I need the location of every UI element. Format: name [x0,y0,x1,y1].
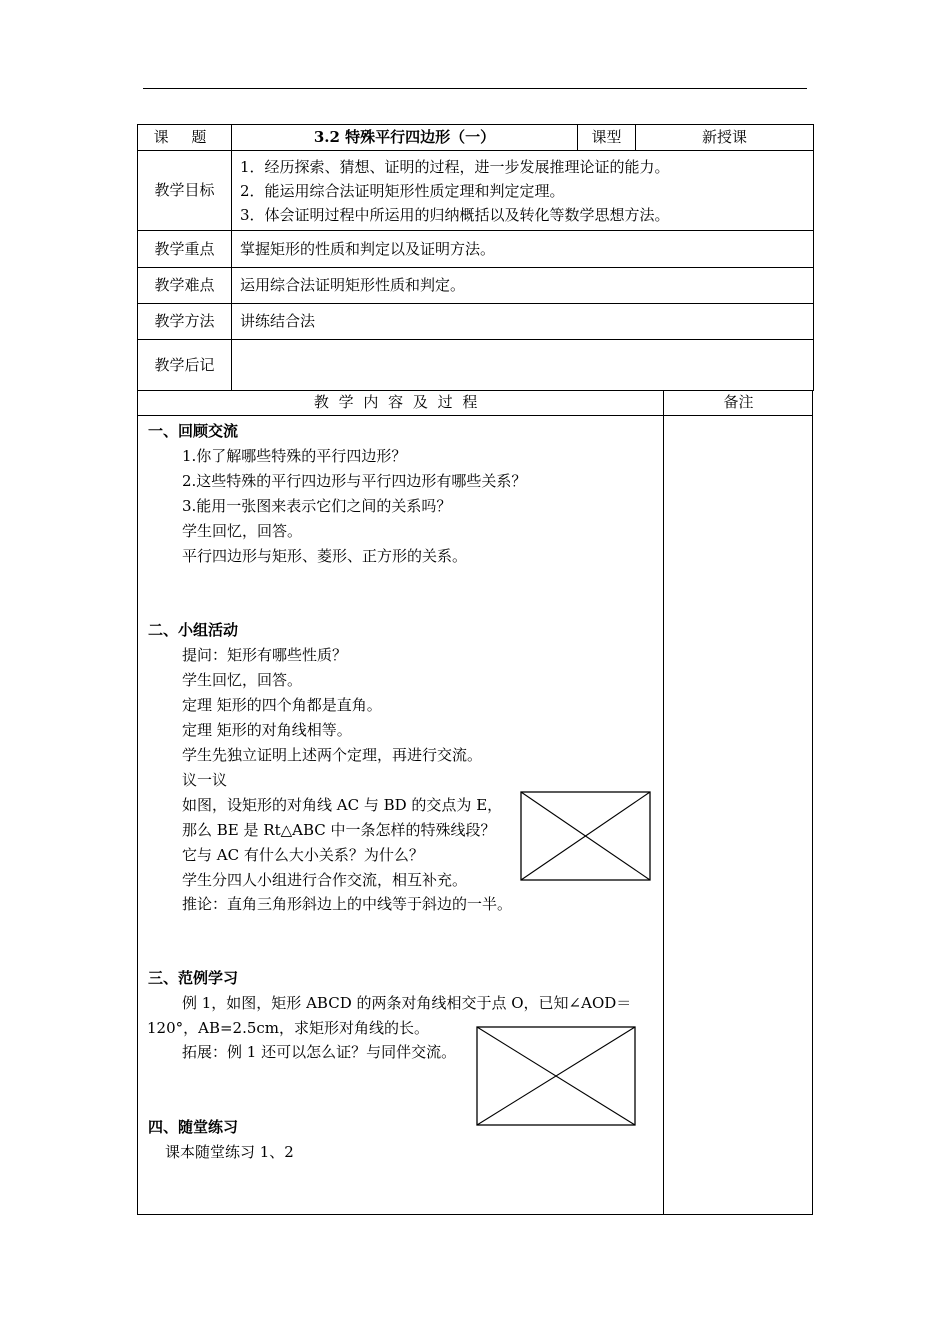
section-2-line: 提问：矩形有哪些性质？ [182,646,348,664]
section-2-line: 推论：直角三角形斜边上的中线等于斜边的一半。 [182,895,513,913]
goal-item: 3．体会证明过程中所运用的归纳概括以及转化等数学思想方法。 [240,205,670,224]
focus-value: 掌握矩形的性质和判定以及证明方法。 [232,231,814,268]
section-1-line: 3.能用一张图来表示它们之间的关系吗？ [182,497,452,515]
section-2-line: 议一议 [182,771,228,789]
section-2-line: 学生先独立证明上述两个定理，再进行交流。 [182,746,483,764]
rectangle-diagram-1 [520,791,652,882]
difficulty-value: 运用综合法证明矩形性质和判定。 [232,268,814,304]
goal-item: 2．能运用综合法证明矩形性质定理和判定定理。 [240,181,565,200]
method-label: 教学方法 [138,304,232,340]
notes-label: 教学后记 [138,340,232,391]
lesson-info-table [137,124,814,391]
notes-value [232,340,814,391]
goals-cell [232,151,814,231]
topic-value: 3.2 特殊平行四边形（一） [232,125,578,151]
section-1-line: 平行四边形与矩形、菱形、正方形的关系。 [182,547,468,565]
content-header-main: 教学内容及过程 [313,393,488,411]
section-1-line: 学生回忆，回答。 [182,522,303,540]
goal-item: 1．经历探索、猜想、证明的过程，进一步发展推理论证的能力。 [240,157,670,176]
content-section [137,390,813,1215]
type-value: 新授课 [636,125,814,151]
goals-label: 教学目标 [138,151,232,231]
type-label: 课型 [578,125,636,151]
method-value: 讲练结合法 [232,304,814,340]
focus-label: 教学重点 [138,231,232,268]
section-4-line: 课本随堂练习 1、2 [165,1143,294,1161]
top-rule [143,88,807,89]
section-3-line: 拓展：例 1 还可以怎么证？与同伴交流。 [182,1043,457,1061]
section-2-line: 学生分四人小组进行合作交流，相互补充。 [182,871,468,889]
content-header [138,390,812,416]
difficulty-label: 教学难点 [138,268,232,304]
section-2-line: 那么 BE 是 Rt△ABC 中一条怎样的特殊线段？ [182,821,496,839]
section-2-line: 如图，设矩形的对角线 AC 与 BD 的交点为 E， [182,796,503,814]
section-3-line: 例 1，如图，矩形 ABCD 的两条对角线相交于点 O，已知∠AOD＝ [182,994,632,1012]
section-2-line: 学生回忆，回答。 [182,671,303,689]
section-1-title: 一、回顾交流 [148,422,239,440]
section-2-line: 它与 AC 有什么大小关系？为什么？ [182,846,424,864]
section-1-line: 1.你了解哪些特殊的平行四边形？ [182,447,407,465]
topic-label: 课 题 [138,125,232,151]
notes-column-divider [663,390,664,1214]
content-header-notes: 备注 [723,393,754,411]
section-2-title: 二、小组活动 [148,621,239,639]
section-2-line: 定理 矩形的四个角都是直角。 [182,696,382,714]
section-1-line: 2.这些特殊的平行四边形与平行四边形有哪些关系？ [182,472,527,490]
section-3-line: 120°，AB=2.5cm，求矩形对角线的长。 [147,1019,430,1037]
section-2-line: 定理 矩形的对角线相等。 [182,721,352,739]
rectangle-diagram-2 [476,1026,637,1127]
section-3-title: 三、范例学习 [148,969,239,987]
section-4-title: 四、随堂练习 [148,1118,239,1136]
